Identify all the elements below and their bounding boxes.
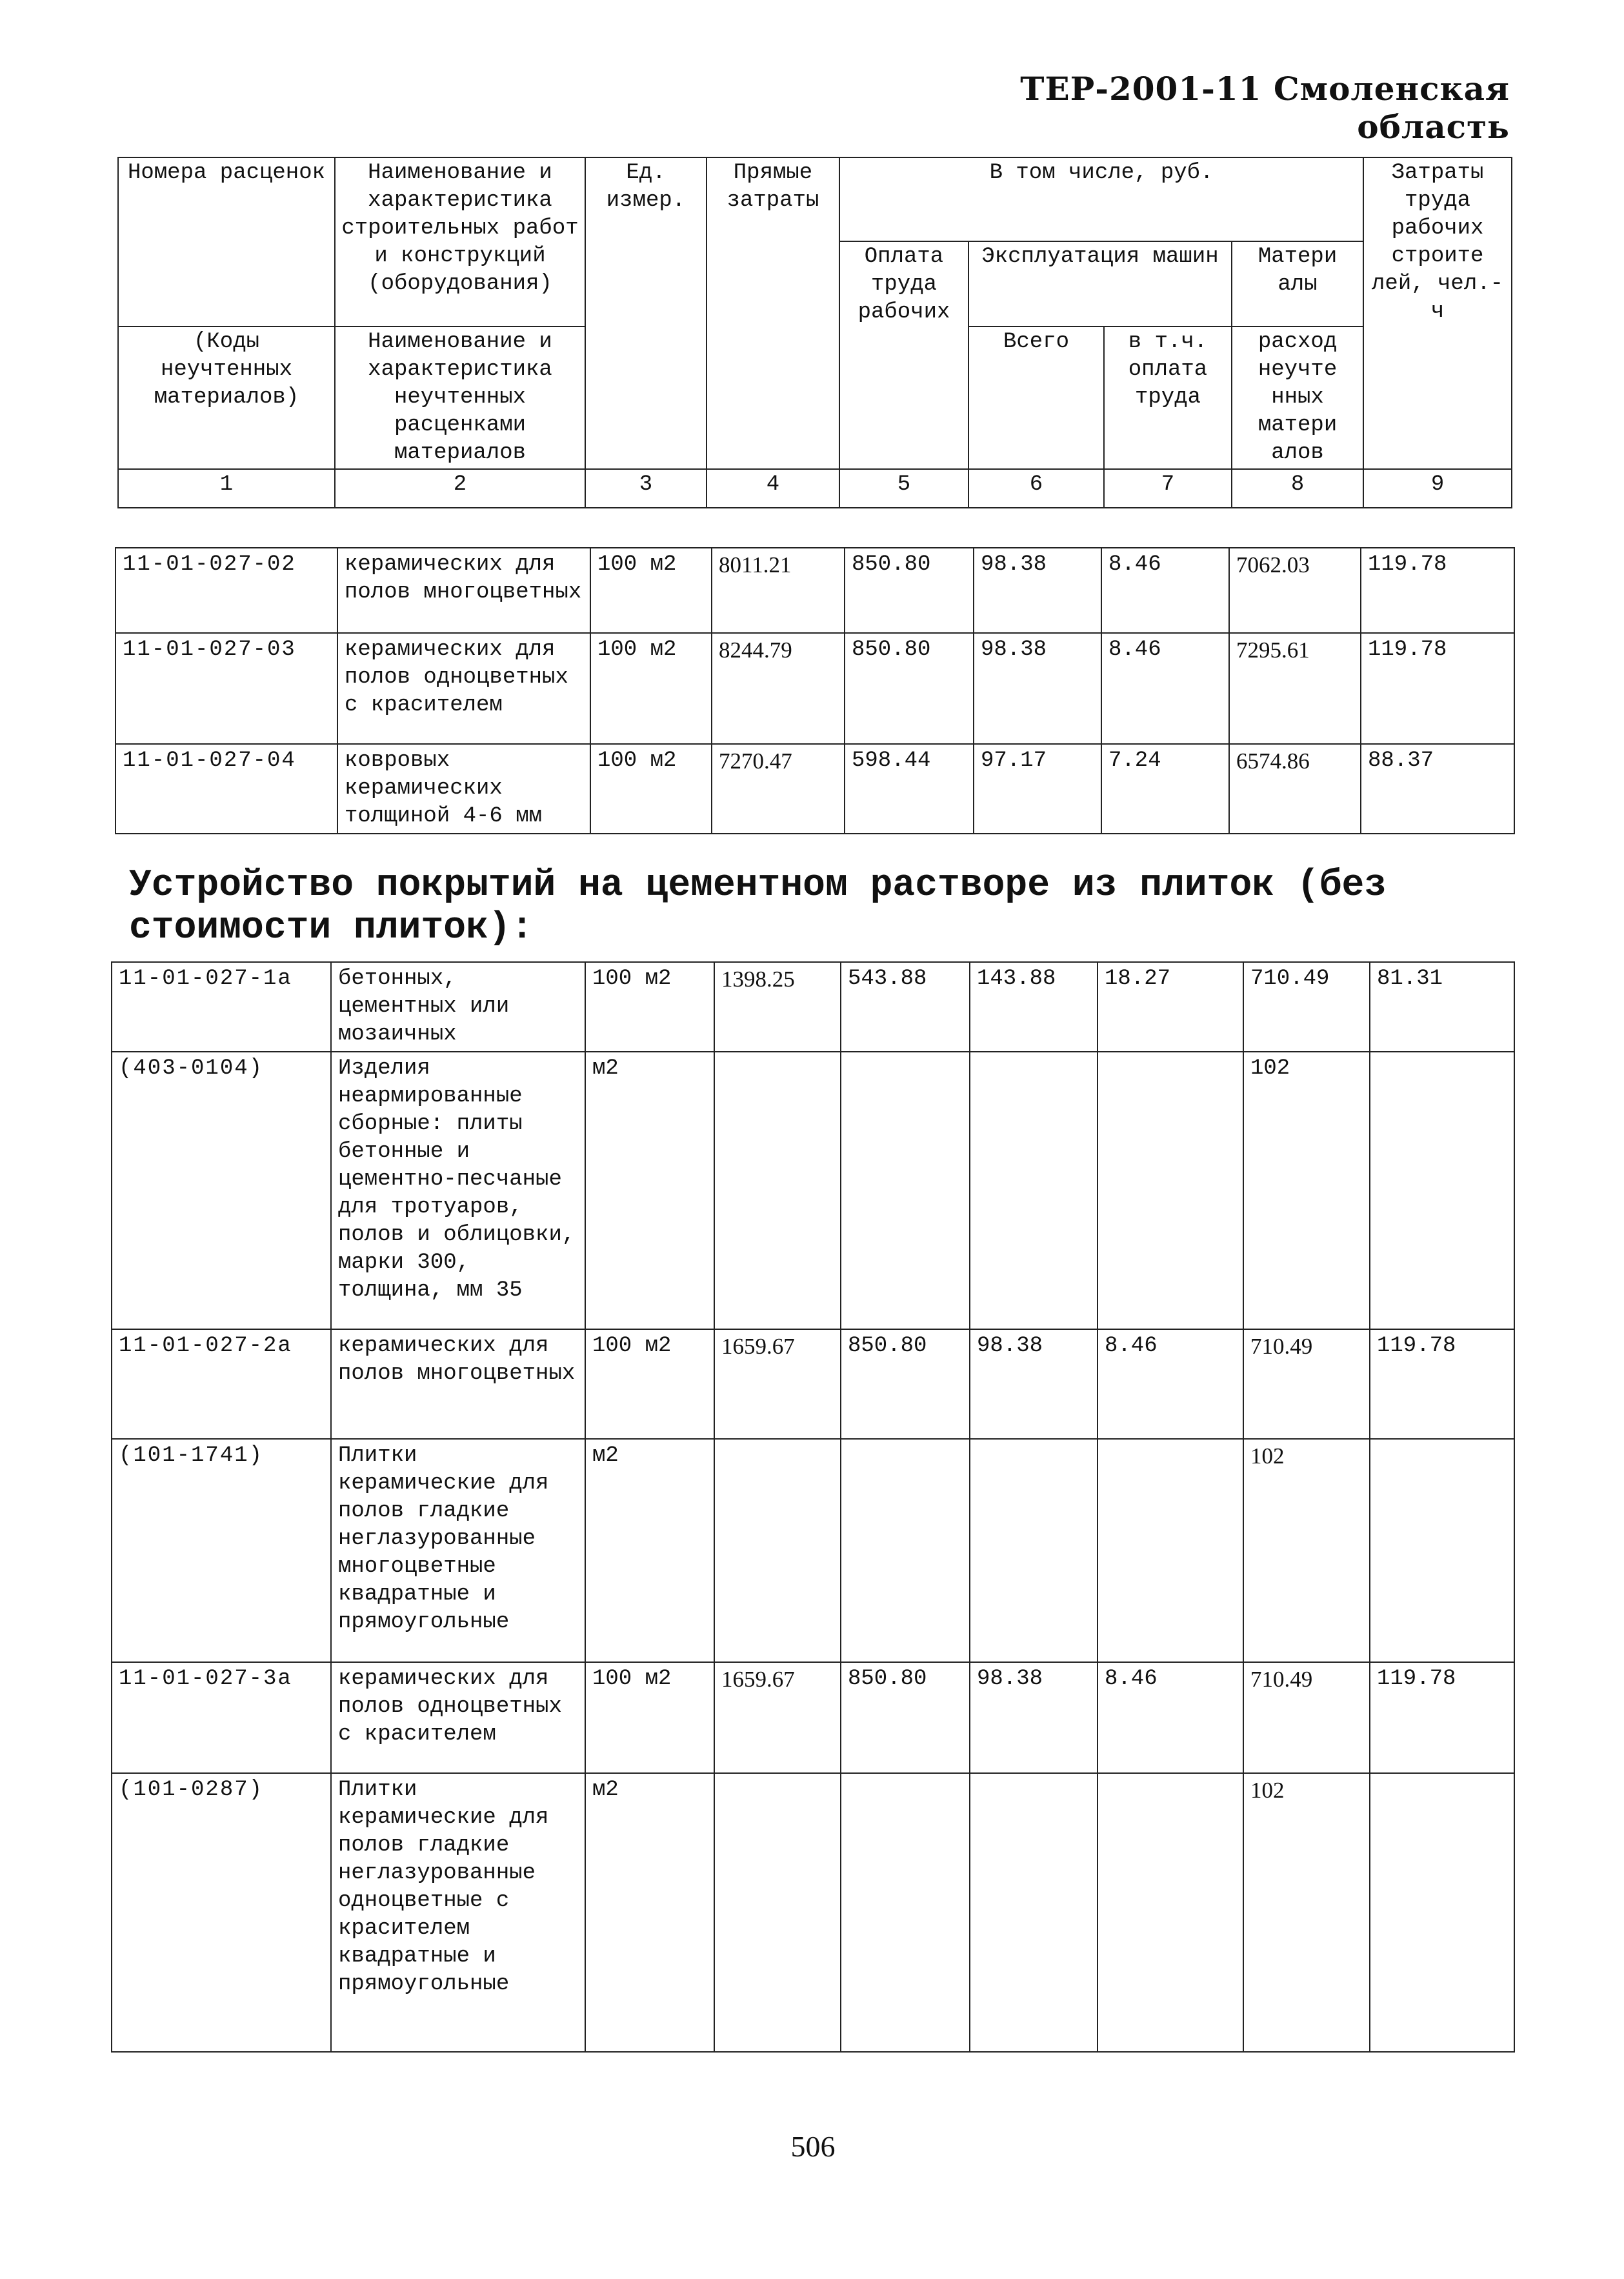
machines-total: 98.38 bbox=[970, 1662, 1098, 1773]
wages: 850.80 bbox=[845, 548, 974, 633]
direct-costs: 1659.67 bbox=[714, 1662, 841, 1773]
material-code: (403-0104) bbox=[112, 1052, 331, 1329]
materials: 710.49 bbox=[1243, 962, 1370, 1052]
materials: 7062.03 bbox=[1229, 548, 1361, 633]
section-title bbox=[129, 865, 1510, 950]
direct-costs bbox=[714, 1773, 841, 2052]
materials-consumption: 102 bbox=[1243, 1773, 1370, 2052]
hdr-num-2: 2 bbox=[335, 469, 585, 508]
unit: 100 м2 bbox=[590, 548, 712, 633]
machines-wages bbox=[1098, 1773, 1243, 2052]
hdr-num-6: 6 bbox=[968, 469, 1104, 508]
materials: 6574.86 bbox=[1229, 744, 1361, 834]
machines-total: 97.17 bbox=[974, 744, 1101, 834]
material-name: Изделия неармированные сборные: плиты бетонные и цементно-песчаные для тротуаров, полов и облицовки, марки 300, толщина, мм 35 bbox=[331, 1052, 585, 1329]
work-name: бетонных, цементных или мозаичных bbox=[331, 962, 585, 1052]
hdr-col1-top: Номера расценок bbox=[118, 157, 335, 326]
machines-total: 98.38 bbox=[974, 633, 1101, 744]
wages: 850.80 bbox=[841, 1329, 970, 1439]
machines-wages: 8.46 bbox=[1101, 633, 1229, 744]
page-number: 506 bbox=[790, 2130, 836, 2163]
hdr-incl: В том числе, руб. bbox=[839, 157, 1363, 241]
table-row bbox=[112, 1329, 1514, 1439]
materials-consumption: 102 bbox=[1243, 1439, 1370, 1662]
material-name: Плитки керамические для полов гладкие неглазурованные многоцветные квадратные и прямоугольные bbox=[331, 1439, 585, 1662]
labor: 119.78 bbox=[1361, 633, 1514, 744]
direct-costs: 7270.47 bbox=[712, 744, 845, 834]
direct-costs: 1398.25 bbox=[714, 962, 841, 1052]
work-name: керамических для полов одноцветных с красителем bbox=[337, 633, 590, 744]
materials-consumption: 102 bbox=[1243, 1052, 1370, 1329]
unit: 100 м2 bbox=[585, 1662, 714, 1773]
labor: 81.31 bbox=[1370, 962, 1514, 1052]
material-name: Плитки керамические для полов гладкие неглазурованные одноцветные с красителем квадратные и прямоугольные bbox=[331, 1773, 585, 2052]
machines-wages: 8.46 bbox=[1098, 1662, 1243, 1773]
materials: 710.49 bbox=[1243, 1662, 1370, 1773]
rate-code: 11-01-027-03 bbox=[115, 633, 337, 744]
hdr-num-3: 3 bbox=[585, 469, 707, 508]
machines-wages: 7.24 bbox=[1101, 744, 1229, 834]
hdr-col2-bottom: Наименование и характеристика неучтенных расценками материалов bbox=[335, 326, 585, 469]
work-name: керамических для полов многоцветных bbox=[331, 1329, 585, 1439]
wages bbox=[841, 1052, 970, 1329]
rate-code: 11-01-027-2а bbox=[112, 1329, 331, 1439]
price-table-1 bbox=[115, 547, 1515, 834]
rate-code: 11-01-027-1а bbox=[112, 962, 331, 1052]
machines-total bbox=[970, 1439, 1098, 1662]
hdr-materials-bottom: расход неучте нных матери алов bbox=[1232, 326, 1363, 469]
table-row bbox=[112, 962, 1514, 1052]
labor: 119.78 bbox=[1370, 1662, 1514, 1773]
materials: 710.49 bbox=[1243, 1329, 1370, 1439]
machines-total bbox=[970, 1052, 1098, 1329]
hdr-num-1: 1 bbox=[118, 469, 335, 508]
labor bbox=[1370, 1052, 1514, 1329]
hdr-materials-top: Матери алы bbox=[1232, 241, 1363, 326]
labor: 88.37 bbox=[1361, 744, 1514, 834]
direct-costs bbox=[714, 1439, 841, 1662]
rate-code: 11-01-027-02 bbox=[115, 548, 337, 633]
direct-costs: 8011.21 bbox=[712, 548, 845, 633]
hdr-machines-total: Всего bbox=[968, 326, 1104, 469]
section-title-line1: Устройство покрытий на цементном растворе из плиток (без bbox=[129, 865, 1387, 907]
labor: 119.78 bbox=[1361, 548, 1514, 633]
unit: 100 м2 bbox=[590, 633, 712, 744]
labor: 119.78 bbox=[1370, 1329, 1514, 1439]
machines-wages: 8.46 bbox=[1098, 1329, 1243, 1439]
machines-total: 98.38 bbox=[974, 548, 1101, 633]
table-row bbox=[112, 1773, 1514, 2052]
machines-wages bbox=[1098, 1052, 1243, 1329]
hdr-machines-wages: в т.ч. оплата труда bbox=[1104, 326, 1232, 469]
table-row bbox=[112, 1662, 1514, 1773]
rate-code: 11-01-027-04 bbox=[115, 744, 337, 834]
table-row bbox=[115, 744, 1514, 834]
table-row bbox=[112, 1439, 1514, 1662]
hdr-num-7: 7 bbox=[1104, 469, 1232, 508]
hdr-col4: Прямые затраты bbox=[707, 157, 839, 469]
table-row bbox=[112, 1052, 1514, 1329]
work-name: керамических для полов многоцветных bbox=[337, 548, 590, 633]
hdr-labor: Затраты труда рабочих строите лей, чел.-ч bbox=[1363, 157, 1512, 469]
hdr-col3: Ед. измер. bbox=[585, 157, 707, 469]
machines-total: 143.88 bbox=[970, 962, 1098, 1052]
wages: 543.88 bbox=[841, 962, 970, 1052]
machines-wages bbox=[1098, 1439, 1243, 1662]
direct-costs: 8244.79 bbox=[712, 633, 845, 744]
wages bbox=[841, 1439, 970, 1662]
page-header: ТЕР-2001-11 Смоленская область bbox=[1020, 70, 1510, 146]
unit: 100 м2 bbox=[585, 962, 714, 1052]
machines-wages: 8.46 bbox=[1101, 548, 1229, 633]
materials: 7295.61 bbox=[1229, 633, 1361, 744]
direct-costs bbox=[714, 1052, 841, 1329]
wages: 850.80 bbox=[841, 1662, 970, 1773]
hdr-machines: Эксплуатация машин bbox=[968, 241, 1232, 326]
machines-total: 98.38 bbox=[970, 1329, 1098, 1439]
labor bbox=[1370, 1773, 1514, 2052]
machines-total bbox=[970, 1773, 1098, 2052]
material-code: (101-0287) bbox=[112, 1773, 331, 2052]
unit: 100 м2 bbox=[590, 744, 712, 834]
hdr-num-8: 8 bbox=[1232, 469, 1363, 508]
work-name: керамических для полов одноцветных с красителем bbox=[331, 1662, 585, 1773]
work-name: ковровых керамических толщиной 4-6 мм bbox=[337, 744, 590, 834]
hdr-num-5: 5 bbox=[839, 469, 968, 508]
unit: м2 bbox=[585, 1439, 714, 1662]
hdr-col1-bottom: (Коды неучтенных материалов) bbox=[118, 326, 335, 469]
unit: 100 м2 bbox=[585, 1329, 714, 1439]
table-row bbox=[115, 548, 1514, 633]
rate-code: 11-01-027-3а bbox=[112, 1662, 331, 1773]
hdr-num-4: 4 bbox=[707, 469, 839, 508]
price-table-2 bbox=[111, 961, 1515, 2053]
labor bbox=[1370, 1439, 1514, 1662]
unit: м2 bbox=[585, 1052, 714, 1329]
wages: 850.80 bbox=[845, 633, 974, 744]
wages: 598.44 bbox=[845, 744, 974, 834]
direct-costs: 1659.67 bbox=[714, 1329, 841, 1439]
hdr-col2-top: Наименование и характеристика строительных работ и конструкций (оборудования) bbox=[335, 157, 585, 326]
unit: м2 bbox=[585, 1773, 714, 2052]
section-title-line2: стоимости плиток): bbox=[129, 907, 534, 949]
machines-wages: 18.27 bbox=[1098, 962, 1243, 1052]
hdr-wages: Оплата труда рабочих bbox=[839, 241, 968, 469]
material-code: (101-1741) bbox=[112, 1439, 331, 1662]
hdr-num-9: 9 bbox=[1363, 469, 1512, 508]
wages bbox=[841, 1773, 970, 2052]
table-row bbox=[115, 633, 1514, 744]
table-header bbox=[117, 157, 1512, 508]
